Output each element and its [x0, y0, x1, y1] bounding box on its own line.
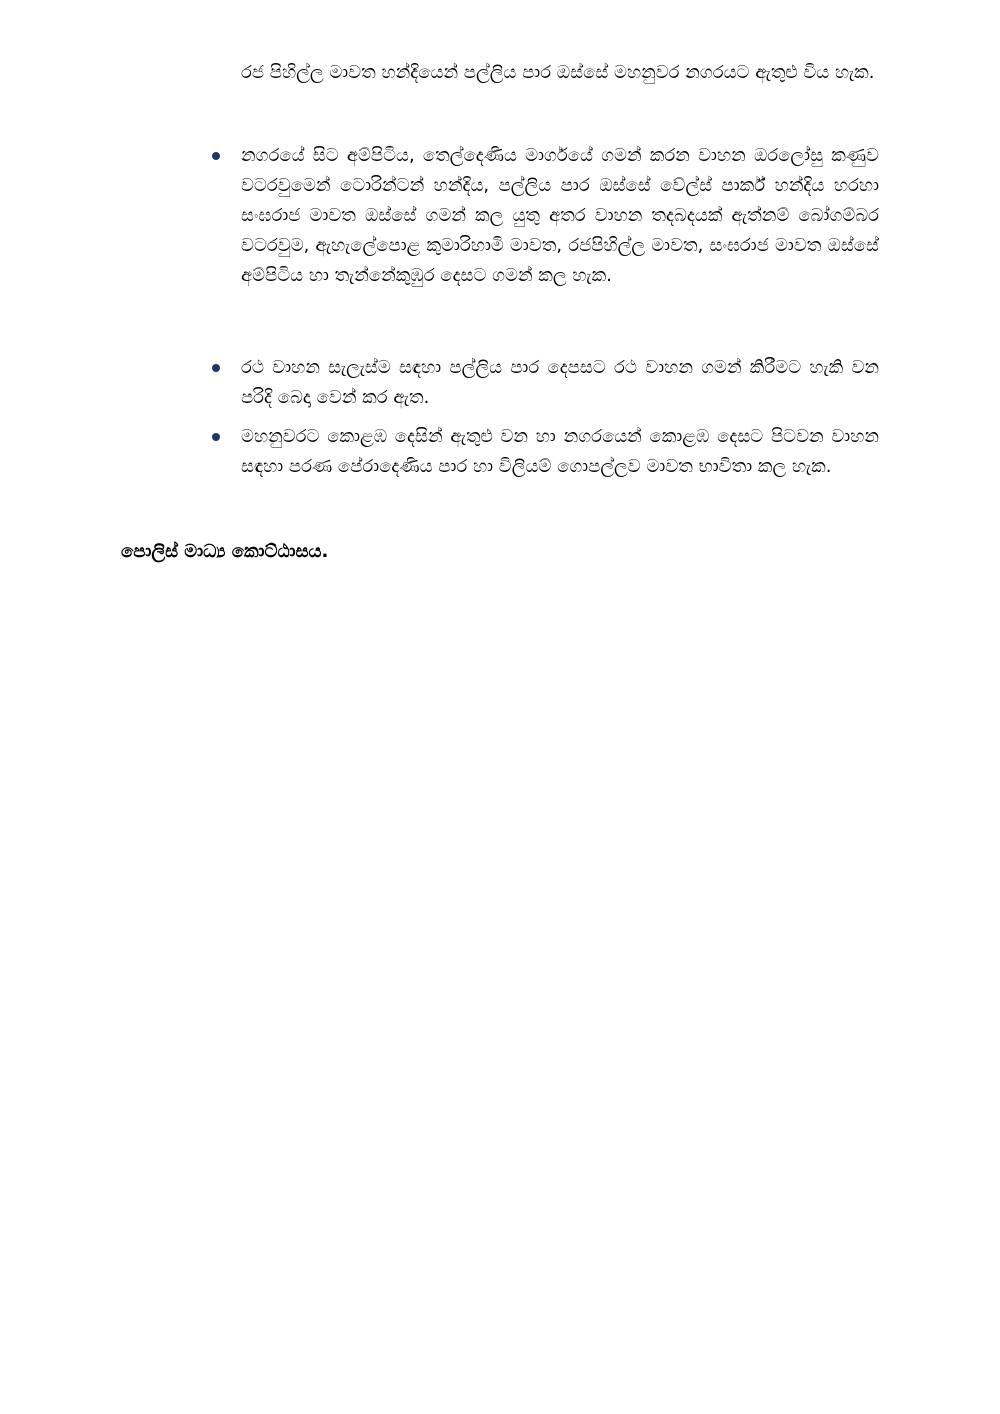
bullet-dot-icon [212, 364, 220, 372]
bullet-dot-icon [212, 152, 220, 160]
bullet-item-colombo-route: මහනුවරට කොළඹ දෙසින් ඇතුළු වන හා නගරයෙන් කොළඹ දෙසට පිටවන වාහන සඳහා පරණ පේරාදෙණිය පාර හා විලියම් ගොපල්ලව මාවත භාවිතා කල හැක. [241, 426, 879, 477]
continuation-paragraph: රජ පිහිල්ල මාවත හන්දියෙන් පල්ලිය පාර ඔස්සේ මහනුවර නගරයට ඇතුළු විය හැක. [241, 62, 875, 83]
signature-police-media-division: පොලිස් මාධ්‍ය කොට්ඨාසය. [121, 541, 329, 562]
bullet-dot-icon [212, 433, 220, 441]
bullet-item-traffic-route-ampitiya: නගරයේ සිට අම්පිටිය, තෙල්දෙණිය මාර්ගයේ ගමන් කරන වාහන ඔරලෝසු කණුව වටරවුමෙන් ටොරින්ටන් හන්දිය, පල්ලිය පාර ඔස්සේ වේල්ස් පාර්ක් හන්දිය හරහා සංඝරාජ මාවත ඔස්සේ ගමන් කල යුතු අතර වාහන තදබදයක් ඇත්නම් බෝගම්බර වටරවුම, ඇහැලේපොළ කුමාරිහාමි මාවත, රජපිහිල්ල මාවත, සංඝරාජ මාවත ඔස්සේ අම්පිටිය හා තැන්නේකුඹුර දෙසට ගමන් කල හැක. [241, 145, 879, 286]
bullet-item-traffic-plan: රථ වාහන සැලැස්ම සඳහා පල්ලිය පාර දෙපසට රථ වාහන ගමන් කිරීමට හැකි වන පරිදි බෙදා වෙන් කර ඇත. [241, 357, 879, 408]
